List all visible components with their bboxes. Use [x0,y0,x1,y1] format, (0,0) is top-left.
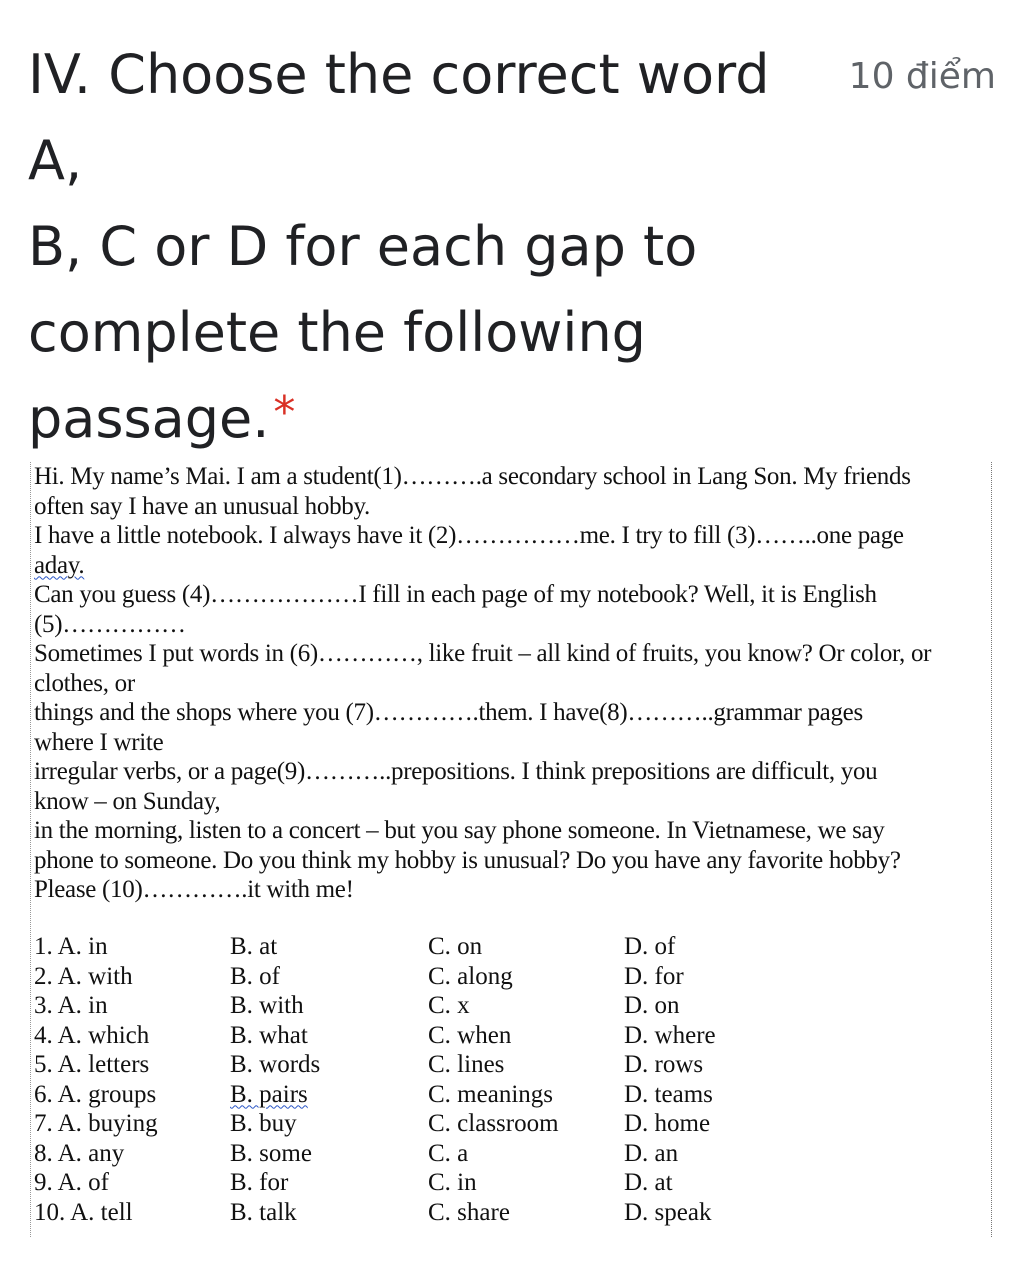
question-title [28,32,828,466]
option-a: 9. A. of [34,1169,109,1196]
passage-line: know – on Sunday, [34,787,221,815]
option-d: D. speak [624,1198,712,1226]
title-line-1: IV. Choose the correct word A, [28,43,770,192]
option-d: D. teams [624,1080,713,1108]
option-row [34,962,974,992]
option-a: 8. A. any [34,1139,125,1167]
passage-line: phone to someone. Do you think my hobby is unusual? Do you have any favorite hobby? [34,846,901,874]
passage-line: Please (10)………….it with me! [34,876,354,903]
required-asterisk: * [273,387,296,438]
option-c: C. along [428,962,513,990]
question-image [30,462,992,1237]
option-c: C. classroom [428,1110,559,1137]
option-a: 1. A. in [34,933,108,960]
option-b: B. of [230,962,280,990]
passage-line: where I write [34,728,164,756]
answer-options [34,932,974,1227]
option-row [34,1198,974,1228]
option-c: C. x [428,992,470,1019]
option-c: C. a [428,1139,469,1167]
option-c: C. in [428,1169,477,1196]
option-b: B. buy [230,1110,297,1137]
option-d: D. for [624,962,684,990]
option-b: B. talk [230,1198,297,1226]
option-b: B. with [230,992,304,1019]
title-line-2: B, C or D for each gap to [28,215,698,278]
passage-line: (5)…………… [34,610,186,638]
option-a: 6. A. groups [34,1080,157,1108]
option-row [34,991,974,1021]
option-a: 2. A. with [34,962,133,990]
option-row [34,1109,974,1139]
passage [31,462,991,905]
option-d: D. at [624,1169,673,1196]
passage-line: Can you guess (4)………………I fill in each page of my notebook? Well, it is English [34,581,877,608]
title-line-3: complete the following [28,301,646,364]
option-c: C. share [428,1198,510,1226]
passage-line: Hi. My name’s Mai. I am a student(1)……….a secondary school in Lang Son. My friends [34,463,911,490]
option-row [34,1139,974,1169]
points-label: 10 điểm [848,56,996,97]
option-b: B. pairs [230,1080,308,1108]
passage-line: Sometimes I put words in (6)…………, like fruit – all kind of fruits, you know? Or color, or [34,640,932,667]
option-d: D. where [624,1021,716,1049]
passage-line: clothes, or [34,669,135,697]
option-b: B. for [230,1169,289,1196]
option-a: 3. A. in [34,992,108,1019]
passage-line: things and the shops where you (7)………….them. I have(8)………..grammar pages [34,699,863,726]
question-header [0,0,1024,450]
option-b: B. some [230,1139,312,1167]
option-c: C. lines [428,1051,505,1078]
option-b: B. at [230,933,278,960]
option-d: D. an [624,1139,679,1167]
option-b: B. words [230,1051,321,1078]
option-a: 10. A. tell [34,1198,133,1226]
option-row [34,932,974,962]
option-row [34,1050,974,1080]
passage-line: in the morning, listen to a concert – but you say phone someone. In Vietnamese, we say [34,817,885,844]
option-b: B. what [230,1021,308,1049]
passage-line: aday. [34,551,85,579]
option-c: C. when [428,1021,512,1049]
passage-line: irregular verbs, or a page(9)………..prepositions. I think prepositions are difficult, you [34,758,878,785]
title-line-4: passage. [28,387,270,450]
option-row [34,1168,974,1198]
option-d: D. of [624,933,676,960]
option-c: C. on [428,933,483,960]
option-d: D. on [624,992,680,1019]
option-d: D. home [624,1110,711,1137]
passage-line: often say I have an unusual hobby. [34,492,371,520]
passage-line: I have a little notebook. I always have it (2)……………me. I try to fill (3)……..one page [34,522,904,549]
option-c: C. meanings [428,1080,553,1108]
option-row [34,1021,974,1051]
option-d: D. rows [624,1051,704,1078]
option-row [34,1080,974,1110]
option-a: 7. A. buying [34,1110,158,1137]
option-a: 4. A. which [34,1021,150,1049]
option-a: 5. A. letters [34,1051,150,1078]
